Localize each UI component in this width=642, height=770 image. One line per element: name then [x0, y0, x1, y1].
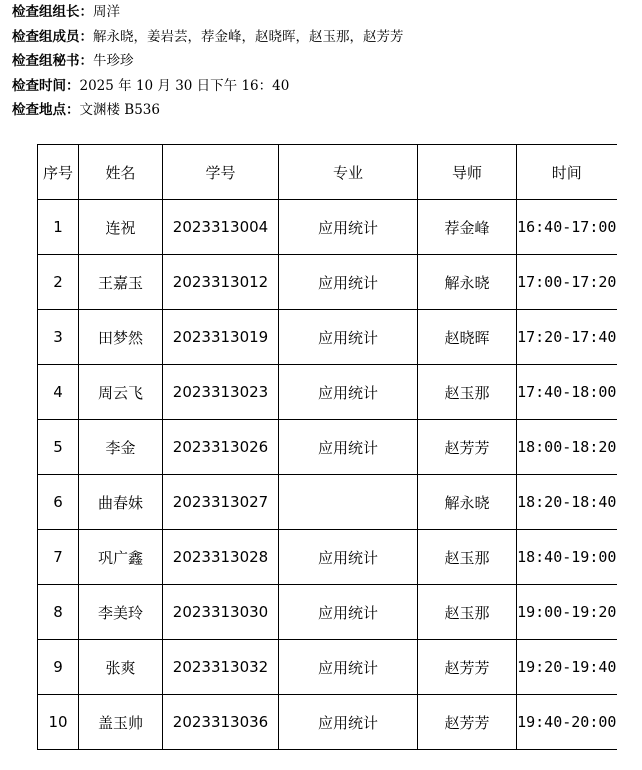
cell-name: 王嘉玉	[79, 255, 163, 310]
cell-name: 张爽	[79, 640, 163, 695]
cell-name: 李金	[79, 420, 163, 475]
cell-major: 应用统计	[279, 585, 418, 640]
cell-advisor: 赵玉那	[418, 530, 517, 585]
cell-advisor: 解永晓	[418, 475, 517, 530]
cell-no: 2	[38, 255, 79, 310]
table-row	[38, 255, 617, 310]
cell-time: 16:40-17:00	[517, 200, 617, 255]
members-value: 解永晓，姜岩芸，荐金峰，赵晓晖，赵玉那，赵芳芳	[93, 28, 404, 45]
secretary-line	[12, 49, 632, 74]
cell-major: 应用统计	[279, 530, 418, 585]
cell-name: 田梦然	[79, 310, 163, 365]
secretary-label: 检查组秘书：	[12, 53, 93, 69]
cell-advisor: 赵玉那	[418, 365, 517, 420]
time-value: 2025 年 10 月 30 日下午 16：40	[79, 77, 290, 94]
table-row	[38, 420, 617, 475]
cell-advisor: 赵芳芳	[418, 640, 517, 695]
cell-student-id: 2023313027	[163, 475, 279, 530]
leader-label: 检查组组长：	[12, 4, 93, 20]
cell-student-id: 2023313036	[163, 695, 279, 750]
cell-student-id: 2023313030	[163, 585, 279, 640]
cell-major: 应用统计	[279, 255, 418, 310]
cell-student-id: 2023313019	[163, 310, 279, 365]
cell-advisor: 赵芳芳	[418, 695, 517, 750]
cell-no: 3	[38, 310, 79, 365]
place-value: 文渊楼 B536	[79, 102, 160, 118]
table-row	[38, 695, 617, 750]
cell-name: 连祝	[79, 200, 163, 255]
cell-time: 17:00-17:20	[517, 255, 617, 310]
cell-advisor: 解永晓	[418, 255, 517, 310]
column-header-major: 专业	[279, 145, 418, 200]
leader-line	[12, 0, 632, 25]
student-schedule-table	[37, 144, 617, 750]
cell-major: 应用统计	[279, 695, 418, 750]
column-header-name: 姓名	[79, 145, 163, 200]
cell-name: 盖玉帅	[79, 695, 163, 750]
cell-no: 6	[38, 475, 79, 530]
cell-name: 曲春妹	[79, 475, 163, 530]
cell-student-id: 2023313004	[163, 200, 279, 255]
cell-major: 应用统计	[279, 200, 418, 255]
table-row	[38, 530, 617, 585]
cell-time: 17:40-18:00	[517, 365, 617, 420]
cell-no: 4	[38, 365, 79, 420]
cell-no: 9	[38, 640, 79, 695]
cell-advisor: 赵玉那	[418, 585, 517, 640]
cell-student-id: 2023313023	[163, 365, 279, 420]
cell-student-id: 2023313012	[163, 255, 279, 310]
cell-name: 周云飞	[79, 365, 163, 420]
cell-time: 19:00-19:20	[517, 585, 617, 640]
cell-student-id: 2023313026	[163, 420, 279, 475]
cell-time: 17:20-17:40	[517, 310, 617, 365]
cell-advisor: 赵晓晖	[418, 310, 517, 365]
column-header-no: 序号	[38, 145, 79, 200]
place-line	[12, 98, 632, 123]
cell-no: 1	[38, 200, 79, 255]
cell-student-id: 2023313028	[163, 530, 279, 585]
cell-advisor: 荐金峰	[418, 200, 517, 255]
table-row	[38, 475, 617, 530]
column-header-advisor: 导师	[418, 145, 517, 200]
secretary-value: 牛珍珍	[93, 53, 134, 69]
cell-advisor: 赵芳芳	[418, 420, 517, 475]
table-row	[38, 585, 617, 640]
cell-major: 应用统计	[279, 640, 418, 695]
cell-time: 19:20-19:40	[517, 640, 617, 695]
cell-no: 10	[38, 695, 79, 750]
column-header-id: 学号	[163, 145, 279, 200]
cell-no: 7	[38, 530, 79, 585]
cell-major: 应用统计	[279, 310, 418, 365]
time-label: 检查时间：	[12, 77, 80, 94]
inspection-info	[12, 0, 632, 123]
cell-name: 巩广鑫	[79, 530, 163, 585]
table-row	[38, 310, 617, 365]
cell-time: 18:00-18:20	[517, 420, 617, 475]
cell-major: 应用统计	[279, 420, 418, 475]
table-row	[38, 200, 617, 255]
cell-no: 8	[38, 585, 79, 640]
cell-major: 应用统计	[279, 365, 418, 420]
cell-name: 李美玲	[79, 585, 163, 640]
leader-value: 周洋	[93, 4, 120, 20]
table-row	[38, 640, 617, 695]
table-header-row	[38, 145, 617, 200]
cell-major	[279, 475, 418, 530]
cell-time: 19:40-20:00	[517, 695, 617, 750]
place-label: 检查地点：	[12, 102, 80, 118]
cell-time: 18:40-19:00	[517, 530, 617, 585]
time-line	[12, 74, 632, 99]
members-line	[12, 25, 632, 50]
table-row	[38, 365, 617, 420]
cell-time: 18:20-18:40	[517, 475, 617, 530]
cell-no: 5	[38, 420, 79, 475]
members-label: 检查组成员：	[12, 28, 93, 45]
column-header-time: 时间	[517, 145, 617, 200]
cell-student-id: 2023313032	[163, 640, 279, 695]
